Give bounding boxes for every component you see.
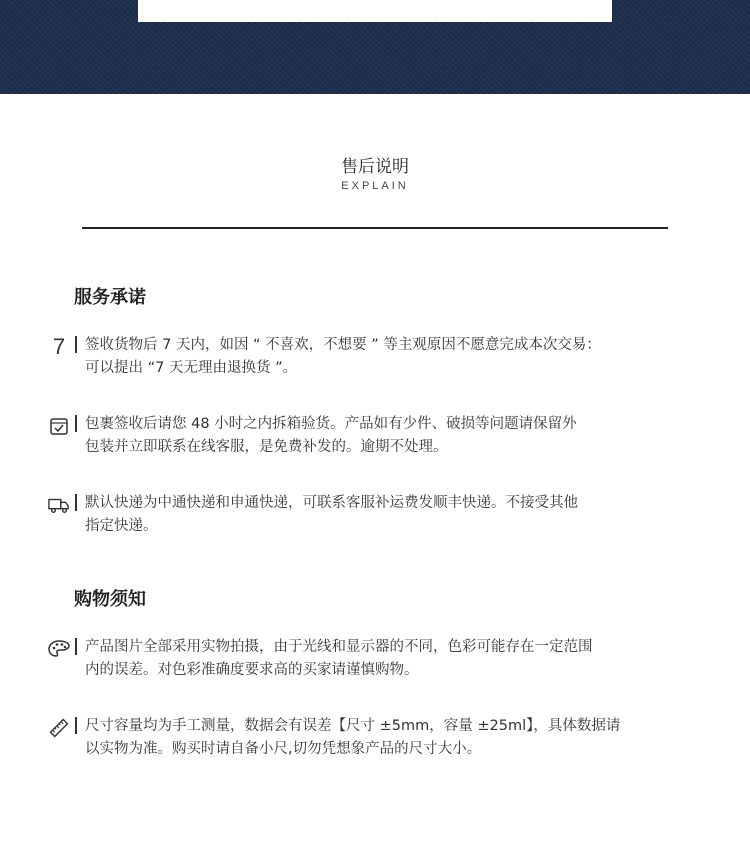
section-heading-shopping: 购物须知 (74, 589, 146, 610)
item-separator (75, 415, 77, 432)
list-item (48, 715, 688, 771)
item-separator (75, 638, 77, 655)
top-banner (0, 0, 750, 94)
page-title: 售后说明 (341, 157, 409, 177)
item-text: 签收货物后 7 天内，如因 “ 不喜欢，不想要 ” 等主观原因不愿意完成本次交易： 可以提出 “7 天无理由退换货 ”。 (85, 337, 601, 376)
item-text: 尺寸容量均为手工测量，数据会有误差【尺寸 ±5mm，容量 ±25ml】，具体数据请 以实物为准。购买时请自备小尺,切勿凭想象产品的尺寸大小。 (85, 718, 621, 757)
title-divider (82, 227, 668, 229)
item-separator (75, 494, 77, 511)
palette-icon (48, 638, 70, 660)
ruler-icon (48, 717, 70, 739)
section-heading-service: 服务承诺 (74, 287, 146, 308)
item-separator (75, 336, 77, 353)
list-item (48, 334, 688, 390)
list-item (48, 413, 688, 469)
truck-icon (48, 494, 70, 516)
item-text: 包裹签收后请您 48 小时之内拆箱验货。产品如有少件、破损等问题请保留外 包装并立即联系在线客服，是免费补发的。逾期不处理。 (85, 416, 577, 455)
item-separator (75, 717, 77, 734)
page-subtitle: EXPLAIN (341, 180, 409, 192)
item-text: 产品图片全部采用实物拍摄，由于光线和显示器的不同，色彩可能存在一定范围 内的误差。对色彩准确度要求高的买家请谨慎购物。 (85, 639, 593, 678)
list-item (48, 492, 688, 548)
list-item (48, 636, 688, 692)
package-check-icon (48, 415, 70, 437)
banner-card (138, 0, 612, 22)
item-text: 默认快递为中通快递和申通快递，可联系客服补运费发顺丰快递。不接受其他 指定快递。 (85, 495, 578, 534)
seven-icon: 7 (52, 334, 66, 359)
